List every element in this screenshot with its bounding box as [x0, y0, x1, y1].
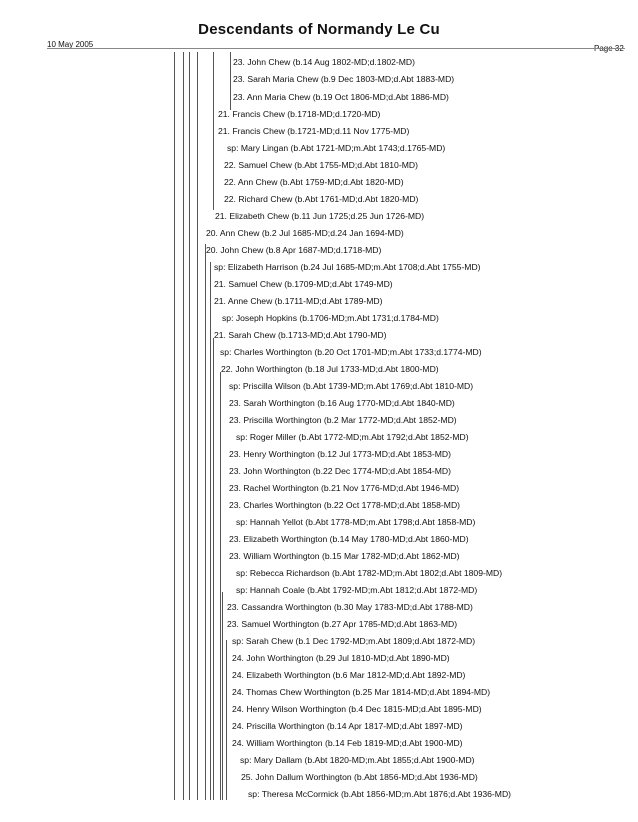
page-number: Page 32	[594, 44, 624, 53]
descendant-entry: 22. Ann Chew (b.Abt 1759-MD;d.Abt 1820-MD)	[224, 177, 404, 187]
descendant-entry: sp: Joseph Hopkins (b.1706-MD;m.Abt 1731;d.1784-MD)	[222, 313, 439, 323]
descendant-entry: 22. Richard Chew (b.Abt 1761-MD;d.Abt 1820-MD)	[224, 194, 419, 204]
descendant-entry: 23. Ann Maria Chew (b.19 Oct 1806-MD;d.Abt 1886-MD)	[233, 92, 449, 102]
descendant-entry: 24. Elizabeth Worthington (b.6 Mar 1812-MD;d.Abt 1892-MD)	[232, 670, 466, 680]
tree-guide-line	[210, 262, 211, 800]
tree-guide-line	[230, 52, 231, 110]
header-rule	[47, 48, 625, 49]
descendant-entry: 21. Elizabeth Chew (b.11 Jun 1725;d.25 Jun 1726-MD)	[215, 211, 425, 221]
descendant-entry: 20. Ann Chew (b.2 Jul 1685-MD;d.24 Jan 1694-MD)	[206, 228, 404, 238]
descendant-entry: 23. Elizabeth Worthington (b.14 May 1780-MD;d.Abt 1860-MD)	[229, 534, 469, 544]
descendant-entry: sp: Charles Worthington (b.20 Oct 1701-MD;m.Abt 1733;d.1774-MD)	[220, 347, 482, 357]
descendant-entry: 24. Priscilla Worthington (b.14 Apr 1817-MD;d.Abt 1897-MD)	[232, 721, 463, 731]
descendant-entry: 21. Sarah Chew (b.1713-MD;d.Abt 1790-MD)	[214, 330, 387, 340]
descendant-entry: sp: Priscilla Wilson (b.Abt 1739-MD;m.Abt 1769;d.Abt 1810-MD)	[229, 381, 474, 391]
descendant-entry: 24. Thomas Chew Worthington (b.25 Mar 1814-MD;d.Abt 1894-MD)	[232, 687, 491, 697]
descendant-entry: 21. Anne Chew (b.1711-MD;d.Abt 1789-MD)	[214, 296, 383, 306]
descendant-entry: 21. Francis Chew (b.1721-MD;d.11 Nov 1775-MD)	[218, 126, 410, 136]
print-date: 10 May 2005	[47, 40, 94, 49]
descendant-entry: sp: Hannah Coale (b.Abt 1792-MD;m.Abt 1812;d.Abt 1872-MD)	[236, 585, 478, 595]
descendant-entry: 23. Sarah Maria Chew (b.9 Dec 1803-MD;d.Abt 1883-MD)	[233, 74, 455, 84]
descendant-entry: 21. Francis Chew (b.1718-MD;d.1720-MD)	[218, 109, 381, 119]
descendant-entry: 23. Rachel Worthington (b.21 Nov 1776-MD;d.Abt 1946-MD)	[229, 483, 460, 493]
descendant-entry: 20. John Chew (b.8 Apr 1687-MD;d.1718-MD)	[206, 245, 382, 255]
descendant-entry: 24. Henry Wilson Worthington (b.4 Dec 1815-MD;d.Abt 1895-MD)	[232, 704, 482, 714]
descendant-entry: 21. Samuel Chew (b.1709-MD;d.Abt 1749-MD)	[214, 279, 393, 289]
descendant-entry: sp: Elizabeth Harrison (b.24 Jul 1685-MD;m.Abt 1708;d.Abt 1755-MD)	[214, 262, 481, 272]
tree-guide-line	[183, 52, 184, 800]
tree-guide-line	[226, 640, 227, 800]
descendant-entry: 23. Samuel Worthington (b.27 Apr 1785-MD;d.Abt 1863-MD)	[227, 619, 458, 629]
descendant-entry: 23. Cassandra Worthington (b.30 May 1783-MD;d.Abt 1788-MD)	[227, 602, 473, 612]
descendant-entry: sp: Mary Lingan (b.Abt 1721-MD;m.Abt 1743;d.1765-MD)	[227, 143, 446, 153]
descendant-entry: 23. John Worthington (b.22 Dec 1774-MD;d.Abt 1854-MD)	[229, 466, 451, 476]
descendant-entry: 25. John Dallum Worthington (b.Abt 1856-MD;d.Abt 1936-MD)	[241, 772, 478, 782]
descendant-entry: 23. Sarah Worthington (b.16 Aug 1770-MD;d.Abt 1840-MD)	[229, 398, 455, 408]
tree-guide-line	[213, 52, 214, 210]
descendant-entry: sp: Theresa McCormick (b.Abt 1856-MD;m.Abt 1876;d.Abt 1936-MD)	[248, 789, 512, 799]
tree-guide-line	[205, 244, 206, 800]
descendant-entry: 22. John Worthington (b.18 Jul 1733-MD;d.Abt 1800-MD)	[221, 364, 439, 374]
descendant-entry: sp: Rebecca Richardson (b.Abt 1782-MD;m.Abt 1802;d.Abt 1809-MD)	[236, 568, 503, 578]
tree-guide-line	[197, 52, 198, 800]
descendant-entry: 23. Priscilla Worthington (b.2 Mar 1772-MD;d.Abt 1852-MD)	[229, 415, 457, 425]
tree-guide-line	[222, 592, 223, 800]
descendant-entry: 23. John Chew (b.14 Aug 1802-MD;d.1802-MD)	[233, 57, 415, 67]
descendant-entry: 23. Henry Worthington (b.12 Jul 1773-MD;d.Abt 1853-MD)	[229, 449, 451, 459]
tree-guide-line	[174, 52, 175, 800]
descendant-entry: 22. Samuel Chew (b.Abt 1755-MD;d.Abt 1810-MD)	[224, 160, 418, 170]
descendant-entry: 24. William Worthington (b.14 Feb 1819-MD;d.Abt 1900-MD)	[232, 738, 463, 748]
descendant-entry: sp: Sarah Chew (b.1 Dec 1792-MD;m.Abt 1809;d.Abt 1872-MD)	[232, 636, 476, 646]
descendant-entry: 23. William Worthington (b.15 Mar 1782-MD;d.Abt 1862-MD)	[229, 551, 460, 561]
descendant-entry: sp: Hannah Yellot (b.Abt 1778-MD;m.Abt 1798;d.Abt 1858-MD)	[236, 517, 476, 527]
tree-guide-line	[220, 372, 221, 800]
descendant-entry: sp: Mary Dallam (b.Abt 1820-MD;m.Abt 1855;d.Abt 1900-MD)	[240, 755, 475, 765]
descendant-entry: 24. John Worthington (b.29 Jul 1810-MD;d.Abt 1890-MD)	[232, 653, 450, 663]
tree-guide-line	[213, 338, 214, 800]
descendant-entry: 23. Charles Worthington (b.22 Oct 1778-MD;d.Abt 1858-MD)	[229, 500, 461, 510]
tree-guide-line	[189, 52, 190, 800]
page-title: Descendants of Normandy Le Cu	[198, 21, 440, 38]
descendant-entry: sp: Roger Miller (b.Abt 1772-MD;m.Abt 1792;d.Abt 1852-MD)	[236, 432, 469, 442]
